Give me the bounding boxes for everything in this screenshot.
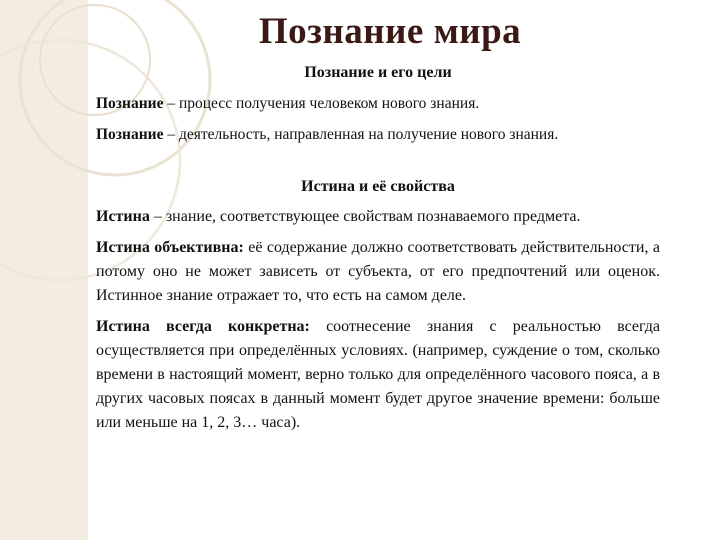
definition-term: Познание bbox=[96, 95, 164, 112]
truth-paragraph bbox=[96, 315, 660, 435]
slide-content bbox=[96, 64, 660, 442]
truth-paragraph bbox=[96, 205, 660, 229]
definition-text: – деятельность, направленная на получение нового знания. bbox=[163, 126, 559, 143]
paragraph-text: её содержание должно соответствовать действительности, а потому оно не может зависеть от субъекта, от его предпочтений или оценок. Истинное знание отражает то, что есть на самом деле. bbox=[96, 239, 660, 304]
paragraph-term: Истина всегда конкретна: bbox=[96, 318, 310, 335]
paragraph-text: соотнесение знания с реальностью всегда осуществляется при определённых условиях. (например, суждение о том, сколько времени в настоящий момент, верно только для определённого часового пояса, а в других часовых поясах в данный момент будет другое значение времени: больше или меньше на 1, 2, 3… часа). bbox=[96, 318, 660, 431]
definition-item bbox=[96, 94, 660, 113]
definition-text: – процесс получения человеком нового знания. bbox=[163, 95, 480, 112]
paragraph-text: – знание, соответствующее свойствам познаваемого предмета. bbox=[149, 208, 581, 225]
paragraph-term: Истина объективна: bbox=[96, 239, 244, 256]
section-heading-goals: Познание и его цели bbox=[304, 64, 452, 81]
definition-item bbox=[96, 125, 660, 144]
page-title: Познание мира bbox=[258, 11, 522, 52]
paragraph-term: Истина bbox=[96, 208, 150, 225]
section-heading-truth: Истина и её свойства bbox=[301, 178, 455, 195]
definition-term: Познание bbox=[96, 126, 164, 143]
truth-paragraph bbox=[96, 236, 660, 308]
